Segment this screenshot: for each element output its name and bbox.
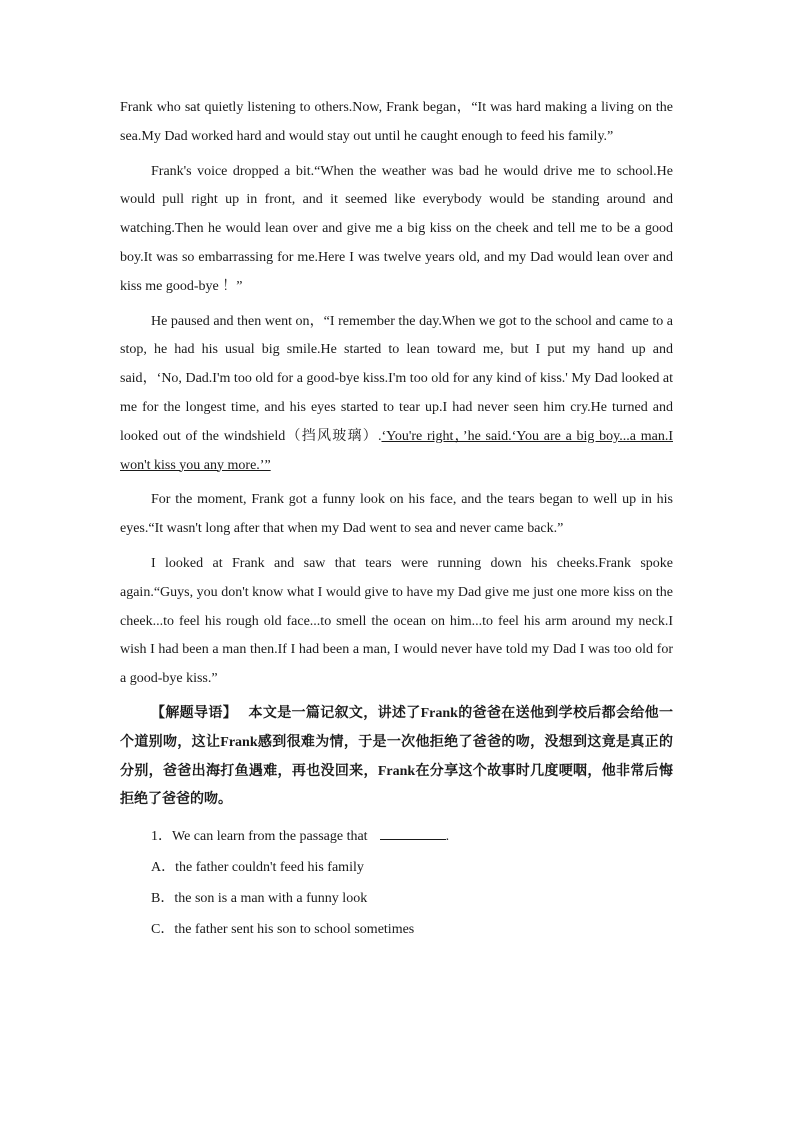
passage-paragraph-1: Frank who sat quietly listening to others.Now, Frank began，“It was hard making a living on the sea.My Dad worked hard and would stay out until he caught enough to feed his family.”	[120, 100, 673, 144]
passage-paragraph-3	[120, 308, 673, 481]
passage-paragraph-4: For the moment, Frank got a funny look on his face, and the tears began to well up in his eyes.“It wasn't long after that when my Dad went to sea and never came back.”	[120, 492, 673, 537]
reading-guide	[120, 700, 673, 815]
option-c[interactable]: C．the father sent his son to school sometimes	[151, 922, 415, 938]
passage-paragraph-2: Frank's voice dropped a bit.“When the weather was bad he would drive me to school.He would pull right up in front, and it seemed like everybody would be standing around and watching.Then he would lean over and give me a big kiss on the cheek and tell me to be a good boy.It was so embarrassing for me.Here I was twelve years old, and my Dad would lean over and kiss me good-bye ！”	[120, 163, 673, 294]
passage-paragraph-5: I looked at Frank and saw that tears were running down his cheeks.Frank spoke again.“Guys, you don't know what I would give to have my Dad give me just one more kiss on the cheek...to feel his rough old face...to smell the ocean on him...to feel his arm around my neck.I wish I had been a man then.If I had been a man, I would never have told my Dad I was too old for a good-bye kiss.”	[120, 555, 673, 687]
option-b[interactable]: B．the son is a man with a funny look	[151, 891, 368, 907]
question-stem-text: 1．We can learn from the passage that	[151, 829, 368, 845]
question-stem	[120, 821, 673, 852]
question-stem-end: .	[445, 829, 450, 845]
answer-blank[interactable]	[380, 825, 446, 840]
guide-text: 本文是一篇记叙文，讲述了Frank的爸爸在送他到学校后都会给他一个道别吻，这让Frank感到很难为情，于是一次他拒绝了爸爸的吻，没想到这竟是真正的分别，爸爸出海打鱼遇难，再也没回来，Frank在分享这个故事时几度哽咽，他非常后悔拒绝了爸爸的吻。	[120, 705, 674, 808]
document-page	[120, 94, 673, 945]
option-a[interactable]: A．the father couldn't feed his family	[151, 860, 364, 876]
guide-label: 【解题导语】	[151, 705, 238, 721]
paragraph-3-text: He paused and then went on，“I remember the day.When we got to the school and came to a stop, he had his usual big smile.He started to lean toward me, but I put my hand up and said，‘No, Dad.I'm too old for a good-bye kiss.I'm too old for any kind of kiss.' My Dad looked at me for the longest time, and his eyes started to tear up.I had never seen him cry.He turned and looked out of the windshield（挡风玻璃）.	[120, 313, 673, 444]
underlined-quote: ‘You're right，’he said.‘You are a big boy...a man.I won't kiss you any more.’”	[120, 428, 673, 473]
